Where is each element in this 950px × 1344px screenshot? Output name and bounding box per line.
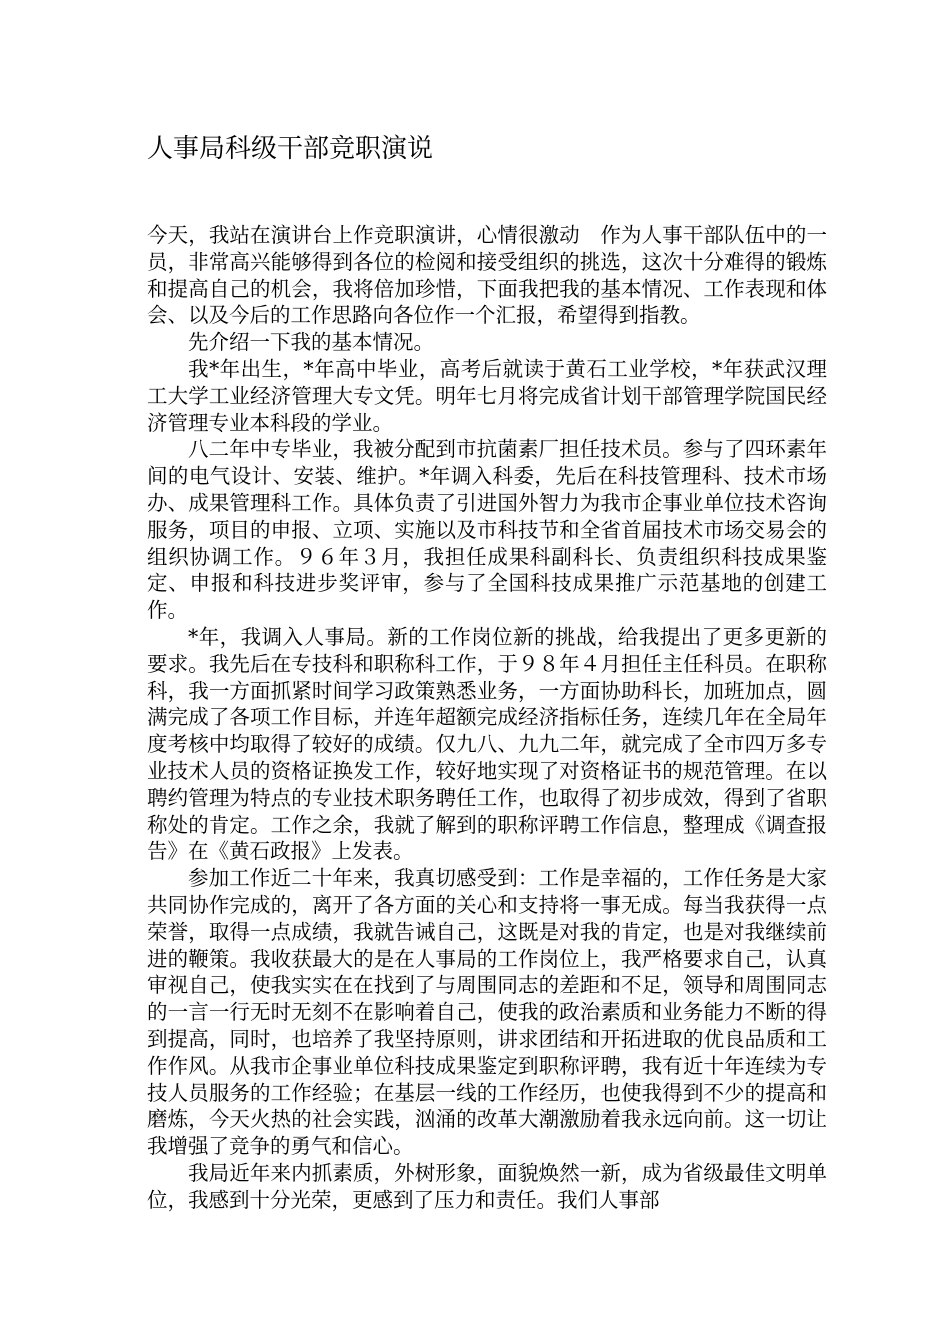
paragraph: 参加工作近二十年来，我真切感受到：工作是幸福的，工作任务是大家共同协作完成的，离开了各方面的关心和支持将一事无成。每当我获得一点荣誉，取得一点成绩，我就告诫自己，这既是对我的肯定，也是对我继续前进的鞭策。我收获最大的是在人事局的工作岗位上，我严格要求自己，认真审视自己，使我实实在在找到了与周围同志的差距和不足，领导和周围同志的一言一行无时无刻不在影响着自己，使我的政治素质和业务能力不断的得到提高，同时，也培养了我坚持原则，讲求团结和开拓进取的优良品质和工作作风。从我市企事业单位科技成果鉴定到职称评聘，我有近十年连续为专技人员服务的工作经验；在基层一线的工作经历，也使我得到不少的提高和磨炼，今天火热的社会实践，汹涌的改革大潮激励着我永远向前。这一切让我增强了竞争的勇气和信心。	[147, 866, 827, 1159]
paragraph: 八二年中专毕业，我被分配到市抗菌素厂担任技术员。参与了四环素年间的电气设计、安装、维护。*年调入科委，先后在科技管理科、技术市场办、成果管理科工作。具体负责了引进国外智力为我市企事业单位技术咨询服务，项目的申报、立项、实施以及市科技节和全省首届技术市场交易会的组织协调工作。９６年３月，我担任成果科副科长、负责组织科技成果鉴定、申报和科技进步奖评审，参与了全国科技成果推广示范基地的创建工作。	[147, 437, 827, 623]
paragraph: 我*年出生，*年高中毕业，高考后就读于黄石工业学校，*年获武汉理工大学工业经济管理大专文凭。明年七月将完成省计划干部管理学院国民经济管理专业本科段的学业。	[147, 356, 827, 435]
paragraph: 我局近年来内抓素质，外树形象，面貌焕然一新，成为省级最佳文明单位，我感到十分光荣，更感到了压力和责任。我们人事部	[147, 1160, 827, 1212]
document-body	[147, 222, 827, 1213]
paragraph: *年，我调入人事局。新的工作岗位新的挑战，给我提出了更多更新的要求。我先后在专技科和职称科工作，于９８年４月担任主任科员。在职称科，我一方面抓紧时间学习政策熟悉业务，一方面协助科长，加班加点，圆满完成了各项工作目标，并连年超额完成经济指标任务，连续几年在全局年度考核中均取得了较好的成绩。仅九八、九九二年，就完成了全市四万多专业技术人员的资格证换发工作，较好地实现了对资格证书的规范管理。在以聘约管理为特点的专业技术职务聘任工作，也取得了初步成效，得到了省职称处的肯定。工作之余，我就了解到的职称评聘工作信息，整理成《调查报告》在《黄石政报》上发表。	[147, 624, 827, 864]
paragraph: 先介绍一下我的基本情况。	[188, 330, 434, 355]
document-title: 人事局科级干部竞职演说	[147, 134, 434, 164]
paragraph: 今天，我站在演讲台上作竞职演讲，心情很激动 作为人事干部队伍中的一员，非常高兴能够得到各位的检阅和接受组织的挑选，这次十分难得的锻炼和提高自己的机会，我将倍加珍惜，下面我把我的基本情况、工作表现和体会、以及今后的工作思路向各位作一个汇报，希望得到指教。	[147, 223, 827, 328]
